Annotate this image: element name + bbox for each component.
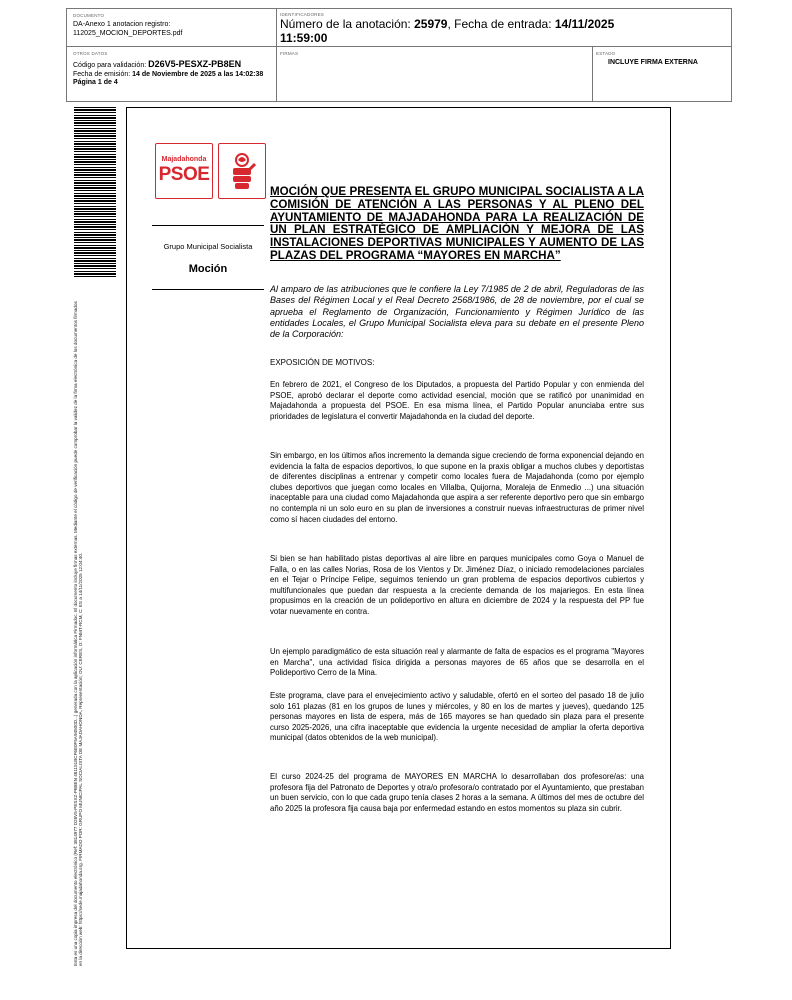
documento-cell xyxy=(67,9,277,47)
firmas-cell xyxy=(277,47,593,102)
documento-label: DOCUMENTO xyxy=(73,13,105,18)
codigo-prefix: Código para validación: xyxy=(73,62,149,69)
rose-fist-icon xyxy=(218,143,266,199)
barcode xyxy=(74,107,116,277)
paragraph: En febrero de 2021, el Congreso de los Diputados, a propuesta del Partido Popular y con enmienda del PSOE, aprobó declarar el deporte como actividad esencial, moción que se ratificó por unanimidad en Majadahonda a propuesta del PSOE. En esa misma línea, el Partido Popular anunciaba entre sus prioridades de legislatura el convertir Majadahonda en la ciudad del deporte. xyxy=(270,380,644,421)
codigo-line xyxy=(73,60,270,71)
logo-party: PSOE xyxy=(158,164,210,185)
fecha-prefix: , Fecha de entrada: xyxy=(447,17,555,31)
identificadores-cell xyxy=(277,9,732,47)
paragraph: Sin embargo, en los últimos años incremento la demanda sigue creciendo de forma exponencial dejando en evidencia la falta de espacios deportivos, lo que supone en la praxis obligar a muchos clubes y deportistas de diferentes disciplinas a entrenar y competir como locales fuera de Majadahonda (como por ejemplo clubes deportivos que juegan como locales en Villalba, Quijorna, Moraleja de Enmedio ...) una situación inaceptable para una ciudad como Majadahonda que aspira a ser referente deportivo pero que sin embargo no contempla ni un solo euro en su plan de inversiones a construir nuevas infraestructuras de primer nivel como sí hacen ciudades del entorno. xyxy=(270,451,644,524)
firmas-label: FIRMAS xyxy=(280,51,299,56)
registry-header xyxy=(66,8,732,102)
otros-label: OTROS DATOS xyxy=(73,51,108,56)
pagina: Página 1 de 4 xyxy=(73,79,118,86)
paragraph: El curso 2024-25 del programa de MAYORES EN MARCHA lo desarrollaban dos profesore/as: una profesora fija del Patronato de Deportes y otra/o profesora/o contratado por el Ayuntamiento, que prestaban un buen servicio, con lo que cada grupo tenía clases 2 horas a la semana. A últimos del mes de octubre del año 2025 la profesora fija causa baja por enfermedad estando en estos momentos su plaza sin cubrir. xyxy=(270,772,644,813)
intro-paragraph: Al amparo de las atribuciones que le confiere la Ley 7/1985 de 2 de abril, Reguladoras de las Bases del Régimen Local y el Real Decreto 2568/1986, de 28 de noviembre, por el cual se aprueba el Reglamento de Organización, Funcionamiento y Régimen Jurídico de las entidades Locales, el Grupo Municipal Socialista eleva para su debate en el presente Pleno de la Corporación: xyxy=(270,284,644,340)
emision-line xyxy=(73,71,270,80)
emision-prefix: Fecha de emisión: xyxy=(73,70,133,78)
anotacion-number: 25979 xyxy=(414,17,448,31)
logo-city: Majadahonda xyxy=(161,156,207,163)
paragraph: Este programa, clave para el envejecimiento activo y saludable, ofertó en el sorteo del pasado 18 de julio solo 161 plazas (81 en los grupos de lunes y miércoles, y 80 en los de martes y jueves), quedando 125 personas mayores en lista de espera, más de 165 mayores se han quedado sin plaza para el presente curso 2025-2026, una cifra inaceptable que evidencia la urgente necesidad de ampliar la oferta deportiva municipal (datos obtenidos de la web municipal). xyxy=(270,691,644,743)
anotacion-prefix: Número de la anotación: xyxy=(280,17,415,31)
sidebar-grupo: Grupo Municipal Socialista xyxy=(163,242,253,251)
estado-cell xyxy=(593,47,732,102)
paragraph: Un ejemplo paradigmático de esta situación real y alarmante de falta de espacios es el programa "Mayores en Marcha", una actividad física dirigida a personas mayores de 65 años que se desarrolla en el Polideportivo Cerro de la Mina. xyxy=(270,647,644,678)
paragraph: Si bien se han habilitado pistas deportivas al aire libre en parques municipales como Goya o Manuel de Falla, o en las calles Norias, Rosa de los Vientos y Dr. Jiménez Díaz, o iniciado remodelaciones parciales en el Tejar o Príncipe Felipe, seguimos teniendo un gran problema de espacios deportivos cubiertos y multifuncionales que puedan dar respuesta a la creciente demanda de los majariegos. En esta línea propusimos en la creación de un polideportivo en altura en diciembre de 2024 y la respuesta del PP fue votar nuevamente en contra. xyxy=(270,554,644,616)
documento-value: DA-Anexo 1 anotacion registro: 112025_MOCION_DEPORTES.pdf xyxy=(73,21,183,37)
fecha-value: 14/11/2025 11:59:00 xyxy=(280,17,615,45)
otros-datos-cell xyxy=(67,47,277,102)
motion-title: MOCIÓN QUE PRESENTA EL GRUPO MUNICIPAL SOCIALISTA A LA COMISIÓN DE ATENCIÓN A LAS PERSONAS Y AL PLENO DEL AYUNTAMIENTO DE MAJADAHONDA PARA LA REALIZACIÓN DE UN PLAN ESTRATÉGICO DE AMPLIACIÓN Y MEJORA DE LAS INSTALACIONES DEPORTIVAS MUNICIPALES Y AUMENTO DE LAS PLAZAS DEL PROGRAMA “MAYORES EN MARCHA” xyxy=(270,185,644,262)
divider-bottom xyxy=(152,289,264,290)
exposicion-heading: EXPOSICIÓN DE MOTIVOS: xyxy=(270,358,375,367)
codigo-value: D26V5-PESXZ-PB8EN xyxy=(148,59,242,69)
vertical-verification-text: Esta es una copia impresa del documento electrónico (Ref: 3814977 D26V5-PESXZ-PB8EN 481151BCF6E0F5A94500D...) generada con la aplicación informática Firmadoc. El documento incluye firmas externas. Mediante el código de verificación puede comprobar la validez de la firma electrónica de los documentos firmados en la dirección web: https://sede.majadahonda.org. FIRMADO POR: GRUPO MUNICIPAL SOCIALISTA DE MAJADAHONDA, Representación; OU: CERES, O: FNMT-RCM, C: ES a 14/11/2025 12:04:40. xyxy=(73,301,84,966)
emision-value: 14 de Noviembre de 2025 a las 14:02:38 xyxy=(132,70,264,78)
psoe-logo xyxy=(155,143,213,199)
anotacion-line xyxy=(280,17,660,45)
estado-label: ESTADO xyxy=(596,51,616,56)
identificadores-label: IDENTIFICADORES xyxy=(280,12,325,17)
divider-top xyxy=(152,225,264,226)
sidebar-mocion: Moción xyxy=(188,263,228,275)
estado-value: INCLUYE FIRMA EXTERNA xyxy=(608,59,698,66)
